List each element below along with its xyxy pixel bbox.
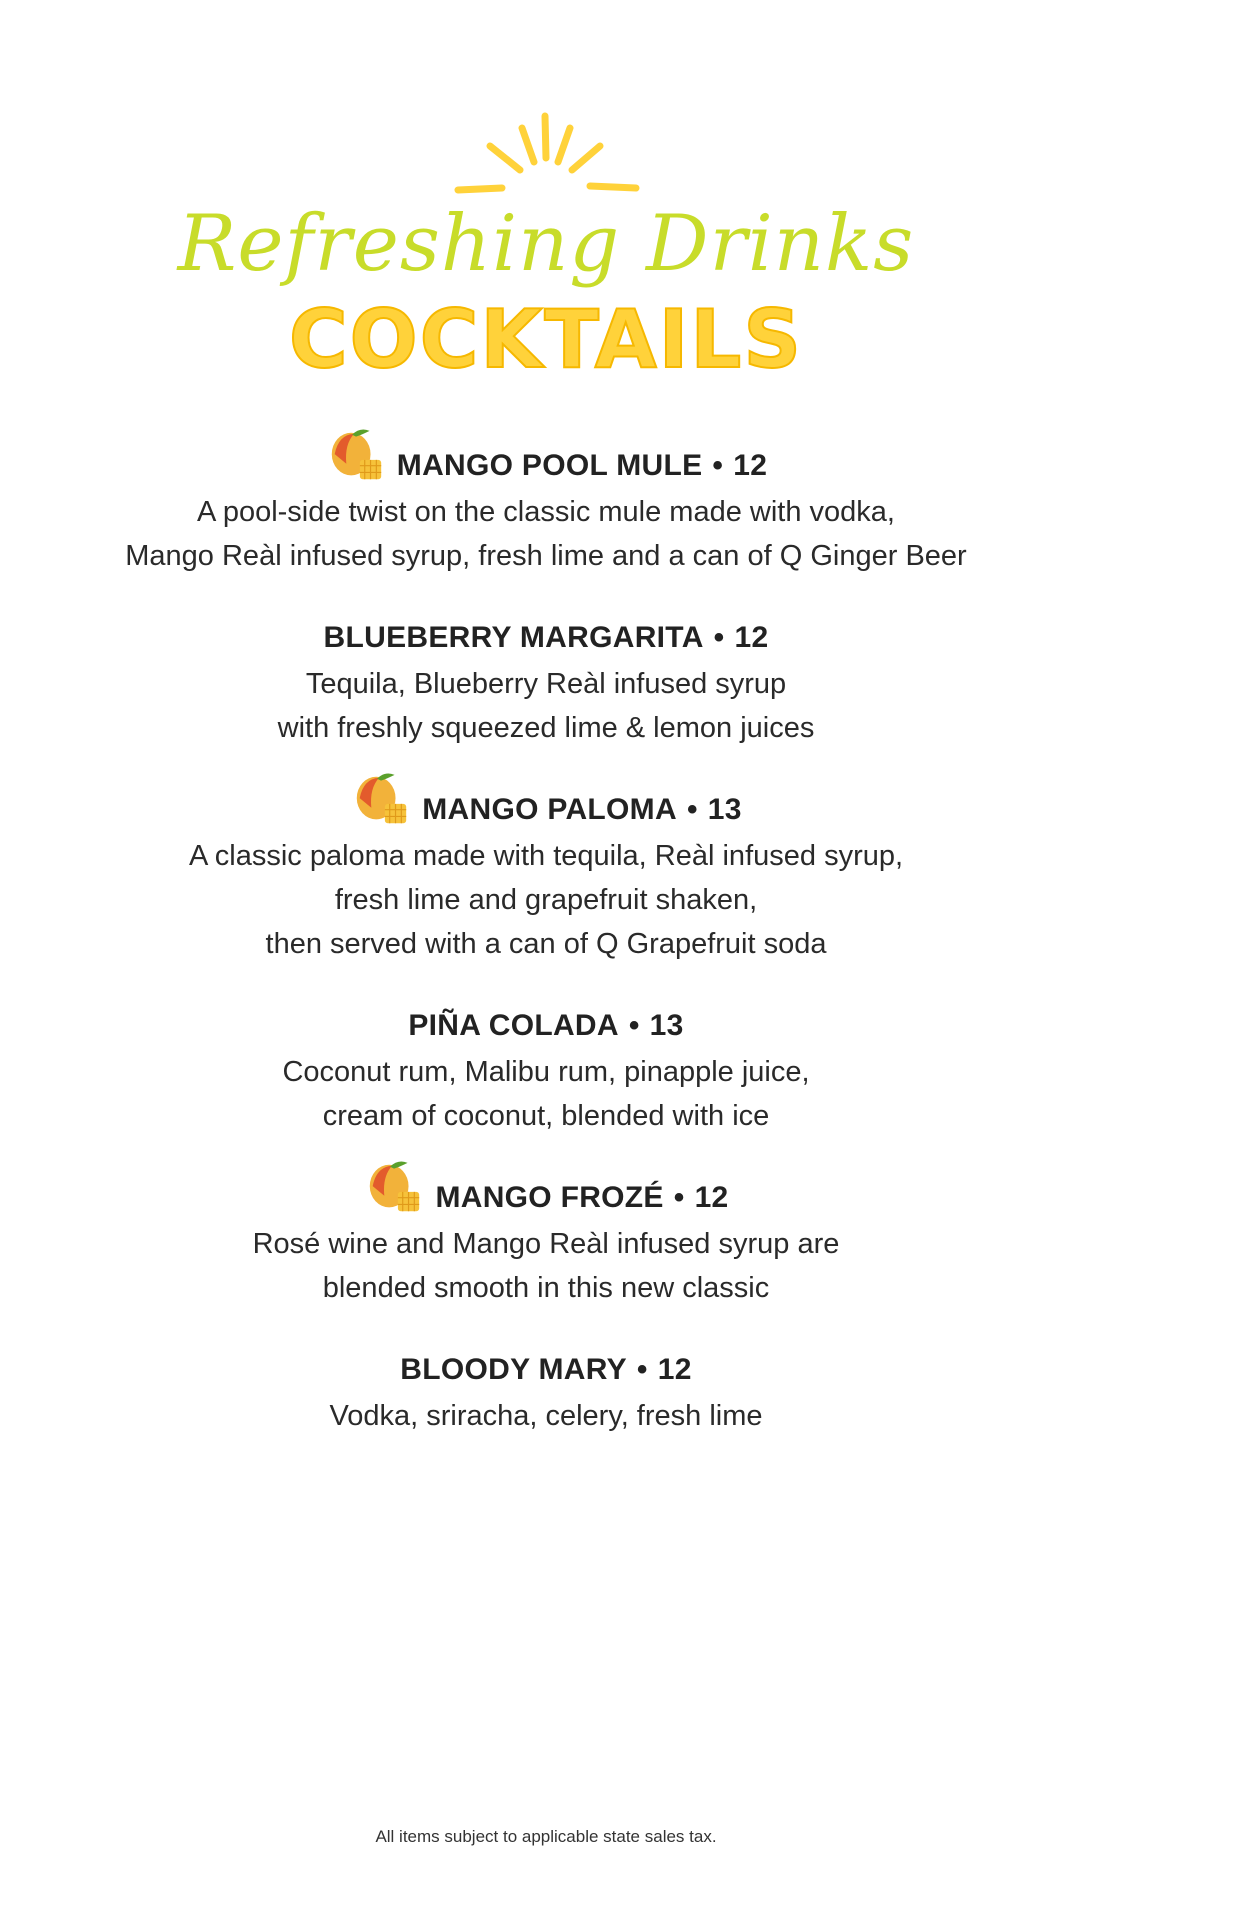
menu-item-pina-colada [0,1002,1092,1138]
item-header [0,1174,1092,1222]
sun-rays-icon [450,108,650,208]
item-header [0,1346,1092,1394]
page-title: COCKTAILS [288,293,804,386]
cocktail-list [0,428,1092,1438]
item-header [0,442,1092,490]
price-separator: • [713,621,725,654]
script-title: Refreshing Drinks [177,199,915,289]
item-description-line: fresh lime and grapefruit shaken, [334,884,758,916]
mango-icon [325,425,387,487]
item-name: MANGO PALOMA [422,793,677,826]
price-separator: • [636,1353,648,1386]
item-price: 12 [694,1181,729,1214]
menu-item-bloody-mary [0,1346,1092,1438]
item-name: BLOODY MARY [400,1353,627,1386]
price-separator: • [712,449,724,482]
item-description-line: Tequila, Blueberry Reàl infused syrup [305,668,787,700]
item-price: 13 [649,1009,684,1042]
item-header [0,614,1092,662]
price-separator: • [686,793,698,826]
item-name: MANGO FROZÉ [435,1181,664,1214]
item-description-line: then served with a can of Q Grapefruit soda [265,928,827,960]
item-header [0,1002,1092,1050]
item-description-line: cream of coconut, blended with ice [322,1100,770,1132]
item-description-line: with freshly squeezed lime & lemon juices [277,712,815,744]
menu-item-blueberry-margarita [0,614,1092,750]
mango-icon [350,769,412,831]
item-name: BLUEBERRY MARGARITA [323,621,704,654]
item-price: 12 [734,621,769,654]
item-price: 12 [657,1353,692,1386]
menu-item-mango-pool-mule [0,442,1092,578]
menu-item-mango-froze [0,1174,1092,1310]
item-name: PIÑA COLADA [408,1009,619,1042]
item-description-line: Coconut rum, Malibu rum, pinapple juice, [282,1056,810,1088]
mango-icon [363,1157,425,1219]
item-description-line: A classic paloma made with tequila, Reàl infused syrup, [188,840,904,872]
item-description-line: Rosé wine and Mango Reàl infused syrup are [252,1228,840,1260]
item-description-line: Vodka, sriracha, celery, fresh lime [329,1400,763,1432]
item-name: MANGO POOL MULE [396,449,703,482]
price-separator: • [628,1009,640,1042]
item-price: 13 [707,793,742,826]
item-price: 12 [733,449,768,482]
item-description-line: blended smooth in this new classic [322,1272,770,1304]
item-header [0,786,1092,834]
item-description-line: Mango Reàl infused syrup, fresh lime and a can of Q Ginger Beer [125,540,967,572]
item-description-line: A pool-side twist on the classic mule made with vodka, [197,496,895,528]
menu-item-mango-paloma [0,786,1092,966]
price-separator: • [673,1181,685,1214]
tax-disclaimer: All items subject to applicable state sales tax. [375,1827,717,1846]
